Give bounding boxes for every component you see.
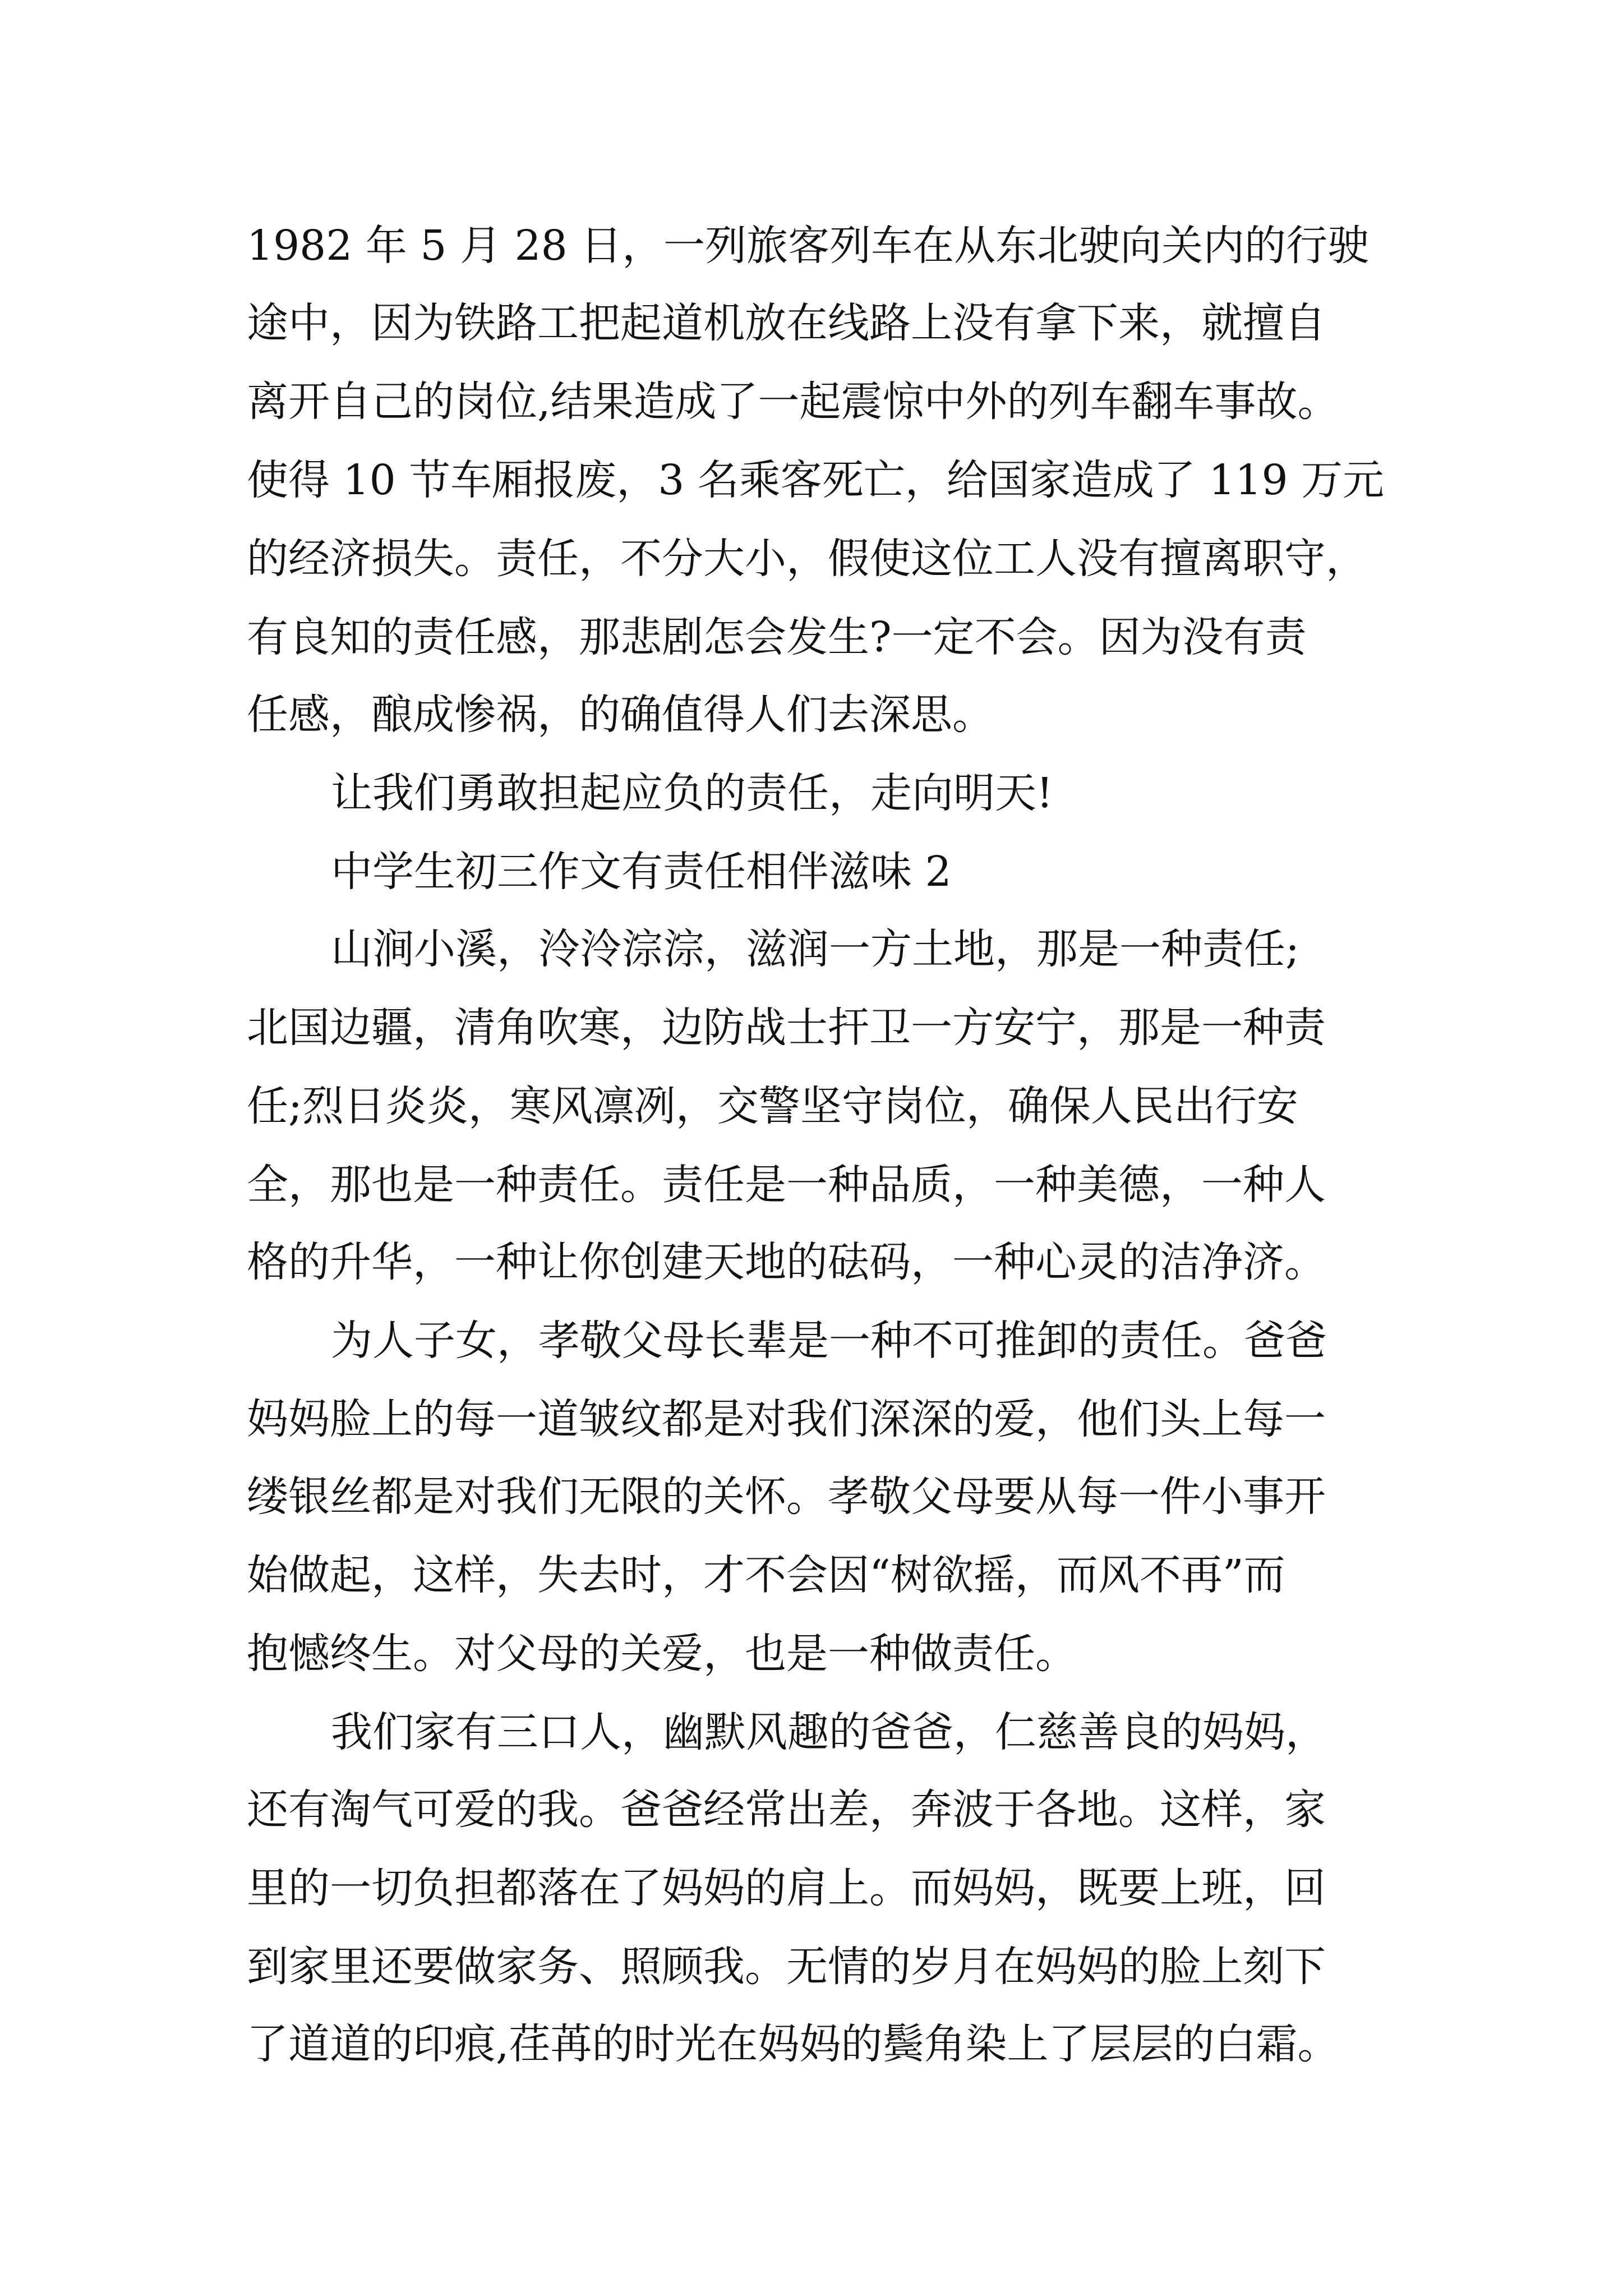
text-line: 任;烈日炎炎，寒风凛冽，交警坚守岗位，确保人民出行安: [247, 1082, 1298, 1130]
section-heading: 中学生初三作文有责任相伴滋味 2: [331, 848, 952, 896]
text-line: 途中，因为铁路工把起道机放在线路上没有拿下来，就擅自: [247, 299, 1326, 347]
text-line: 离开自己的岗位,结果造成了一起震惊中外的列车翻车事故。: [247, 378, 1339, 426]
text-line: 让我们勇敢担起应负的责任，走向明天!: [331, 769, 1053, 817]
text-line: 了道道的印痕,荏苒的时光在妈妈的鬓角染上了层层的白霜。: [247, 2020, 1339, 2068]
text-line: 使得 10 节车厢报废，3 名乘客死亡，给国家造成了 119 万元: [247, 456, 1385, 504]
text-line: 里的一切负担都落在了妈妈的肩上。而妈妈，既要上班，回: [247, 1864, 1326, 1912]
text-line: 到家里还要做家务、照顾我。无情的岁月在妈妈的脸上刻下: [247, 1943, 1326, 1991]
text-line: 抱憾终生。对父母的关爱，也是一种做责任。: [247, 1630, 1077, 1678]
text-line: 北国边疆，清角吹寒，边防战士扞卫一方安宁，那是一种责: [247, 1004, 1326, 1052]
text-line: 有良知的责任感，那悲剧怎会发生?一定不会。因为没有责: [247, 613, 1307, 661]
text-line: 1982 年 5 月 28 日，一列旅客列车在从东北驶向关内的行驶: [247, 222, 1370, 270]
text-line: 缕银丝都是对我们无限的关怀。孝敬父母要从每一件小事开: [247, 1473, 1326, 1521]
text-line: 始做起，这样，失去时，才不会因“树欲摇，而风不再”而: [247, 1551, 1285, 1599]
text-line: 还有淘气可爱的我。爸爸经常出差，奔波于各地。这样，家: [247, 1786, 1326, 1834]
text-line: 任感，酿成惨祸，的确值得人们去深思。: [247, 691, 994, 739]
text-line: 的经济损失。责任，不分大小，假使这位工人没有擅离职守，: [247, 535, 1367, 583]
text-line: 全，那也是一种责任。责任是一种品质，一种美德，一种人: [247, 1161, 1326, 1209]
text-line: 格的升华，一种让你创建天地的砝码，一种心灵的洁净济。: [247, 1238, 1326, 1286]
text-line: 妈妈脸上的每一道皱纹都是对我们深深的爱，他们头上每一: [247, 1395, 1326, 1443]
text-line: 我们家有三口人，幽默风趣的爸爸，仁慈善良的妈妈，: [331, 1708, 1327, 1756]
text-line: 为人子女，孝敬父母长辈是一种不可推卸的责任。爸爸: [331, 1317, 1327, 1365]
text-line: 山涧小溪，泠泠淙淙，滋润一方土地，那是一种责任;: [331, 925, 1299, 973]
